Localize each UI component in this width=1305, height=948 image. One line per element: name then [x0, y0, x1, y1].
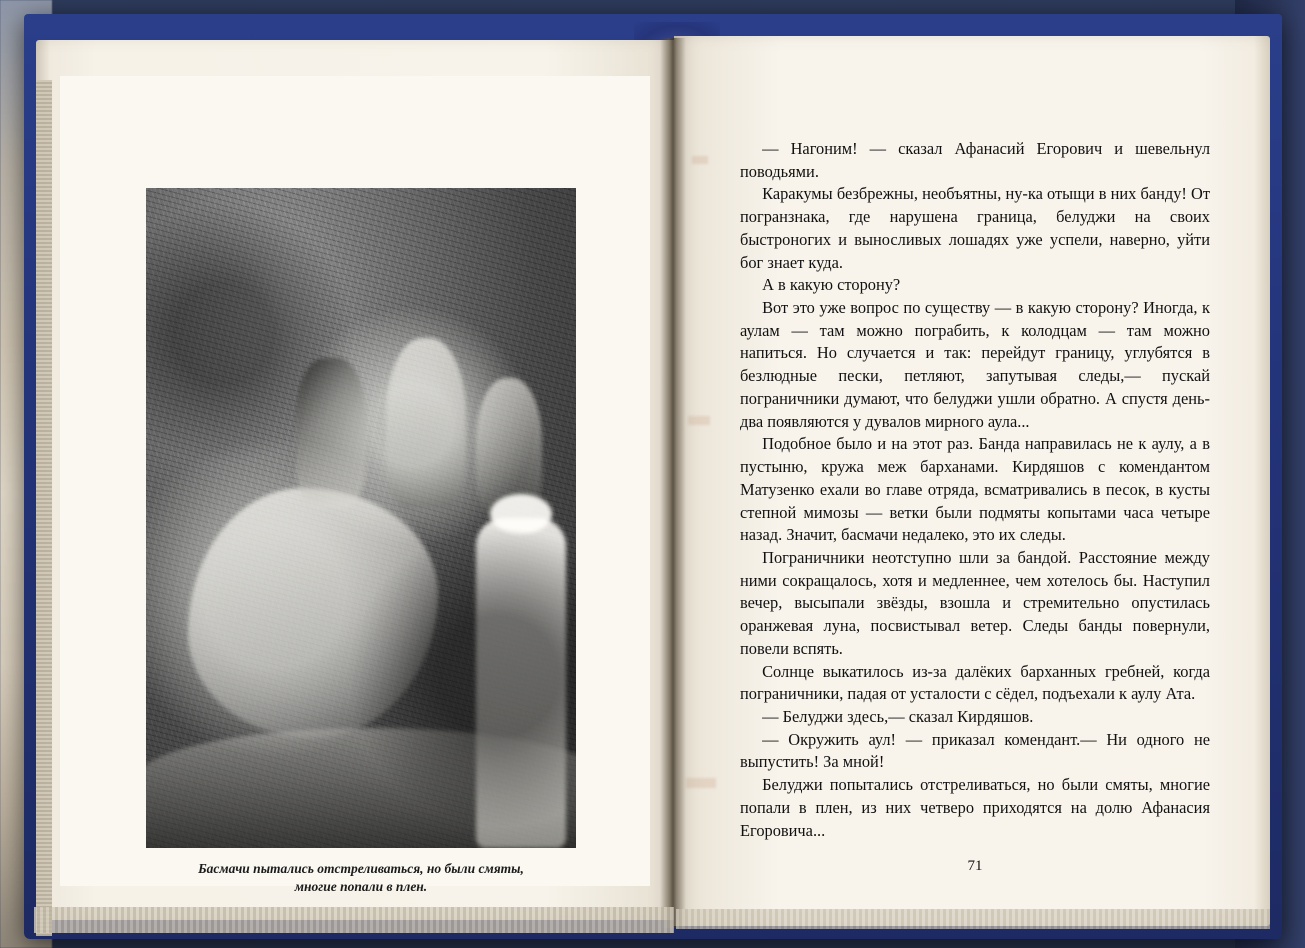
right-page: [674, 36, 1270, 926]
paper-smudge: [688, 416, 710, 425]
illustration-rider-left: [296, 358, 366, 508]
paragraph: Каракумы безбрежны, необъятны, ну-ка отыщи в них банду! От погранзнака, где нарушена граница, белуджи на своих быстроногих и выносливых лошадях уже успели, наверно, уйти бог знает куда.: [740, 184, 1210, 272]
illustration-caption: [146, 860, 576, 896]
paragraph: Вот это уже вопрос по существу — в какую сторону? Иногда, к аулам — там можно пограбить, к колодцам — там можно напиться. Но случается и так: перейдут границу, углубятся в безлюдные пески, петляют, запутывая следы,— пускай пограничники думают, что белуджи ушли обратно. А спустя день-два появляются у дувалов мирного аула...: [740, 298, 1210, 431]
paragraph: Пограничники неотступно шли за бандой. Расстояние между ними сокращалось, хотя и медленнее, чем хотелось бы. Наступил вечер, высыпали звёзды, взошла и стремительно опустилась оранжевая луна, посвистывал ветер. Следы банды повернули, повели вспять.: [740, 547, 1210, 658]
illustration-engraving: [146, 188, 576, 848]
page-edges-bottom-left: [34, 907, 674, 933]
paragraph: Подобное было и на этот раз. Банда направилась не к аулу, а в пустыню, кружа меж барханами. Кирдяшов с комендантом Матузенко ехали во главе отряда, всматривались в песок, в кусты степной мимозы — ветки были подмяты копытами часа четыре назад. Значит, басмачи недалеко, это их следы.: [740, 434, 1210, 545]
paragraph: А в какую сторону?: [762, 275, 901, 295]
body-text: [740, 138, 1210, 842]
paragraph: — Белуджи здесь,— сказал Кирдяшов.: [762, 706, 1034, 726]
page-edges-bottom-right: [676, 909, 1270, 929]
paper-smudge: [686, 778, 716, 788]
left-page: [36, 40, 674, 920]
illustration-standing-figure: [476, 518, 566, 848]
illustration-rider-right: [476, 378, 542, 518]
paper-smudge: [692, 156, 708, 164]
paragraph: — Нагоним! — сказал Афанасий Егорович и шевельнул поводьями.: [740, 139, 1210, 181]
illustration-area: [60, 76, 650, 895]
illustration-rider-center: [386, 338, 466, 508]
illustration-ground: [146, 728, 576, 848]
illustration-horse: [188, 488, 438, 738]
caption-line-2: многие попали в плен.: [294, 879, 428, 895]
paragraph: Солнце выкатилось из-за далёких барханных гребней, когда пограничники, падая от усталости с сёдел, подъехали к аулу Ата.: [740, 661, 1210, 704]
caption-line-1: Басмачи пытались отстреливаться, но были смяты,: [198, 861, 524, 876]
paragraph: — Окружить аул! — приказал комендант.— Ни одного не выпустить! За мной!: [740, 729, 1210, 772]
open-book: [24, 14, 1282, 939]
page-edges-left: [36, 80, 52, 936]
illustration-papakha-hat: [490, 494, 552, 534]
page-number: 71: [967, 858, 983, 874]
paragraph: Белуджи попытались отстреливаться, но были смяты, многие попали в плен, из них четверо приходятся на долю Афанасия Егоровича...: [740, 775, 1210, 840]
